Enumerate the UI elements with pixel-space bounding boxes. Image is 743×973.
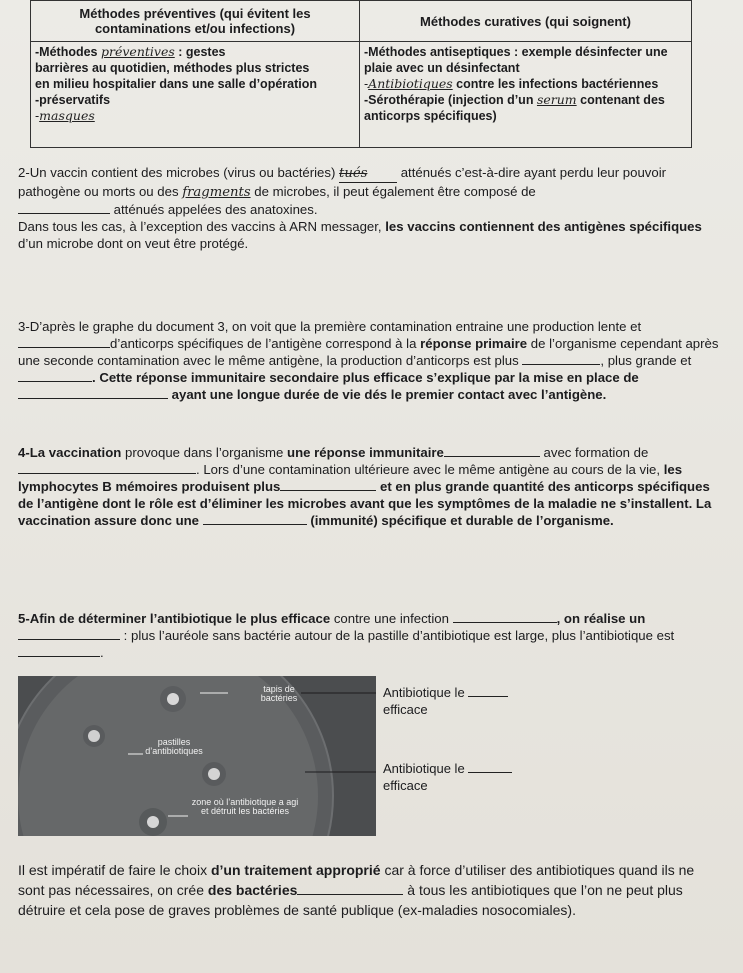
q3-blank-2[interactable] — [522, 352, 600, 365]
antibiogram-photo — [18, 676, 376, 836]
label-pastilles-antibiotiques: pastilles d’antibiotiques — [145, 737, 203, 756]
q5-text-2: contre une infection — [330, 611, 453, 626]
q3-text-6-bold: ayant une longue durée de vie dés le premier contact avec l’antigène. — [168, 387, 607, 402]
table-header-preventive: Méthodes préventives (qui évitent les contaminations et/ou infections) — [31, 1, 360, 42]
q2-text-5: Dans tous les cas, à l’exception des vaccins à ARN messager, — [18, 219, 386, 234]
final-text-2-bold: des bactéries — [207, 882, 298, 898]
label-tapis-bacteries: tapis de bactéries — [260, 684, 298, 703]
handwritten-answer-fragments: fragments — [182, 185, 251, 200]
caption-antibiotic-1 — [383, 684, 508, 718]
q4-blank-3[interactable] — [280, 478, 376, 491]
caption-1-blank[interactable] — [468, 684, 508, 697]
final-text-1-bold: d’un traitement approprié — [210, 862, 381, 878]
handwritten-answer-tues: tués — [339, 165, 397, 183]
q3-text-5-bold: . Cette réponse immunitaire secondaire plus efficace s’explique par la mise en place de — [92, 370, 639, 385]
handwritten-answer-masques: masques — [39, 108, 95, 123]
q3-text-2-bold: réponse primaire — [420, 336, 528, 351]
q5-blank-3[interactable] — [18, 644, 100, 657]
q3-text-3: de l’organisme cependant après une seconde contamination avec le même antigène, la production d’anticorps est plus — [18, 336, 719, 368]
antibiotic-disc — [147, 816, 159, 828]
final-text-3: à tous les antibiotiques que l’on ne peut plus détruire et cela pose de graves problèmes de santé publique (ex-maladies nosocomiales). — [18, 882, 683, 918]
final-blank-resistantes[interactable] — [297, 882, 403, 895]
handwritten-answer-serum: serum — [536, 92, 577, 107]
caption-1-text-a: Antibiotique le — [383, 685, 469, 700]
q5-text-3-bold: , on réalise un — [556, 611, 646, 626]
q2-text-4: atténués appelées des anatoxines. — [110, 202, 318, 217]
caption-antibiotic-2 — [383, 760, 512, 794]
preventive-line1-pre: -Méthodes — [35, 45, 101, 59]
q3-blank-4[interactable] — [18, 386, 168, 399]
question-5 — [18, 610, 724, 661]
q5-text-5: . — [100, 645, 104, 660]
table-header-curative: Méthodes curatives (qui soignent) — [360, 1, 692, 42]
handwritten-answer-preventives: préventives — [100, 44, 175, 59]
antibiotic-disc — [88, 730, 100, 742]
preventive-methods-cell: -Méthodes préventives : gestes barrières au quotidien, méthodes plus strictes en milieu hospitalier dans une salle d’opération -préservatifs -masques — [31, 42, 360, 148]
q4-text-5-bold: et en plus grande quantité des anticorps spécifiques de l’antigène dont le rôle est d’éliminer les microbes avant que les symptômes de la maladie ne s’installent. La vaccination assure donc une — [18, 479, 712, 528]
final-paragraph — [18, 860, 724, 920]
q3-blank-1[interactable] — [18, 335, 110, 348]
preventive-line1-post: : gestes — [174, 45, 226, 59]
antibiotic-disc — [208, 768, 220, 780]
antibiotic-disc — [167, 693, 179, 705]
q3-text-2: d’anticorps spécifiques de l’antigène correspond à la — [110, 336, 421, 351]
preventive-line3: en milieu hospitalier dans une salle d’opération — [35, 77, 318, 91]
curative-line2-post: contre les infections bactériennes — [452, 77, 659, 91]
q3-text-4: , plus grande et — [600, 353, 692, 368]
caption-2-text-a: Antibiotique le — [383, 761, 469, 776]
q2-text-6: d’un microbe dont on veut être protégé. — [18, 236, 249, 251]
question-4 — [18, 444, 724, 529]
q4-text-3: avec formation de — [539, 445, 649, 460]
q4-text-2-bold: une réponse immunitaire — [287, 445, 444, 460]
q3-text-1: 3-D’après le graphe du document 3, on voit que la première contamination entraine une production lente et — [18, 319, 642, 334]
curative-line3-pre: -Sérothérapie (injection d’un — [364, 93, 537, 107]
final-text-1: Il est impératif de faire le choix — [18, 862, 211, 878]
handwritten-answer-antibiotiques: Antibiotiques — [368, 76, 453, 91]
methods-table — [30, 0, 692, 148]
q2-blank-anatoxines[interactable] — [18, 201, 110, 214]
q4-blank-1[interactable] — [444, 444, 540, 457]
final-text-2: car à force d’utiliser des antibiotiques quand ils ne sont pas nécessaires, on crée — [18, 862, 695, 898]
q3-blank-3[interactable] — [18, 369, 92, 382]
q4-text-4-bold: les lymphocytes B mémoires produisent plus — [18, 462, 683, 494]
q5-blank-2[interactable] — [18, 627, 120, 640]
curative-line1: -Méthodes antiseptiques : exemple désinfecter une plaie avec un désinfectant — [364, 45, 668, 75]
q4-text-1-bold: 4-La vaccination — [18, 445, 122, 460]
q2-text-2: atténués c’est-à-dire ayant perdu leur pouvoir pathogène ou morts ou des — [18, 165, 667, 199]
q4-blank-2[interactable] — [18, 461, 196, 474]
q5-text-1-bold: 5-Afin de déterminer l’antibiotique le plus efficace — [18, 611, 331, 626]
q2-text-1: 2-Un vaccin contient des microbes (virus ou bactéries) — [18, 165, 340, 180]
q5-blank-1[interactable] — [453, 610, 557, 623]
q4-blank-4[interactable] — [203, 512, 307, 525]
preventive-line4: -préservatifs — [35, 93, 111, 107]
question-3 — [18, 318, 724, 403]
q2-text-3: de microbes, il peut également être composé de — [250, 184, 536, 199]
preventive-line2: barrières au quotidien, méthodes plus strictes — [35, 61, 310, 75]
caption-2-text-b: efficace — [383, 778, 428, 793]
q2-text-5-bold: les vaccins contiennent des antigènes spécifiques — [385, 219, 702, 234]
q5-text-4: : plus l’auréole sans bactérie autour de la pastille d’antibiotique est large, plus l’antibiotique est — [120, 628, 675, 643]
question-2 — [18, 164, 724, 252]
label-zone-detruite: zone où l’antibiotique a agi et détruit les bactéries — [191, 797, 299, 816]
curative-line3-post: contenant des anticorps spécifiques) — [364, 93, 665, 123]
q4-text-4: . Lors d’une contamination ultérieure avec le même antigène au cours de la vie, — [196, 462, 664, 477]
q4-text-6-bold: (immunité) spécifique et durable de l’organisme. — [306, 513, 614, 528]
q4-text-2: provoque dans l’organisme — [121, 445, 288, 460]
caption-1-text-b: efficace — [383, 702, 428, 717]
curative-methods-cell: -Méthodes antiseptiques : exemple désinfecter une plaie avec un désinfectant -Antibiotiques contre les infections bactériennes -Sérothérapie (injection d’un serum contenant des anticorps spécifiques) — [360, 42, 692, 148]
caption-2-blank[interactable] — [468, 760, 512, 773]
